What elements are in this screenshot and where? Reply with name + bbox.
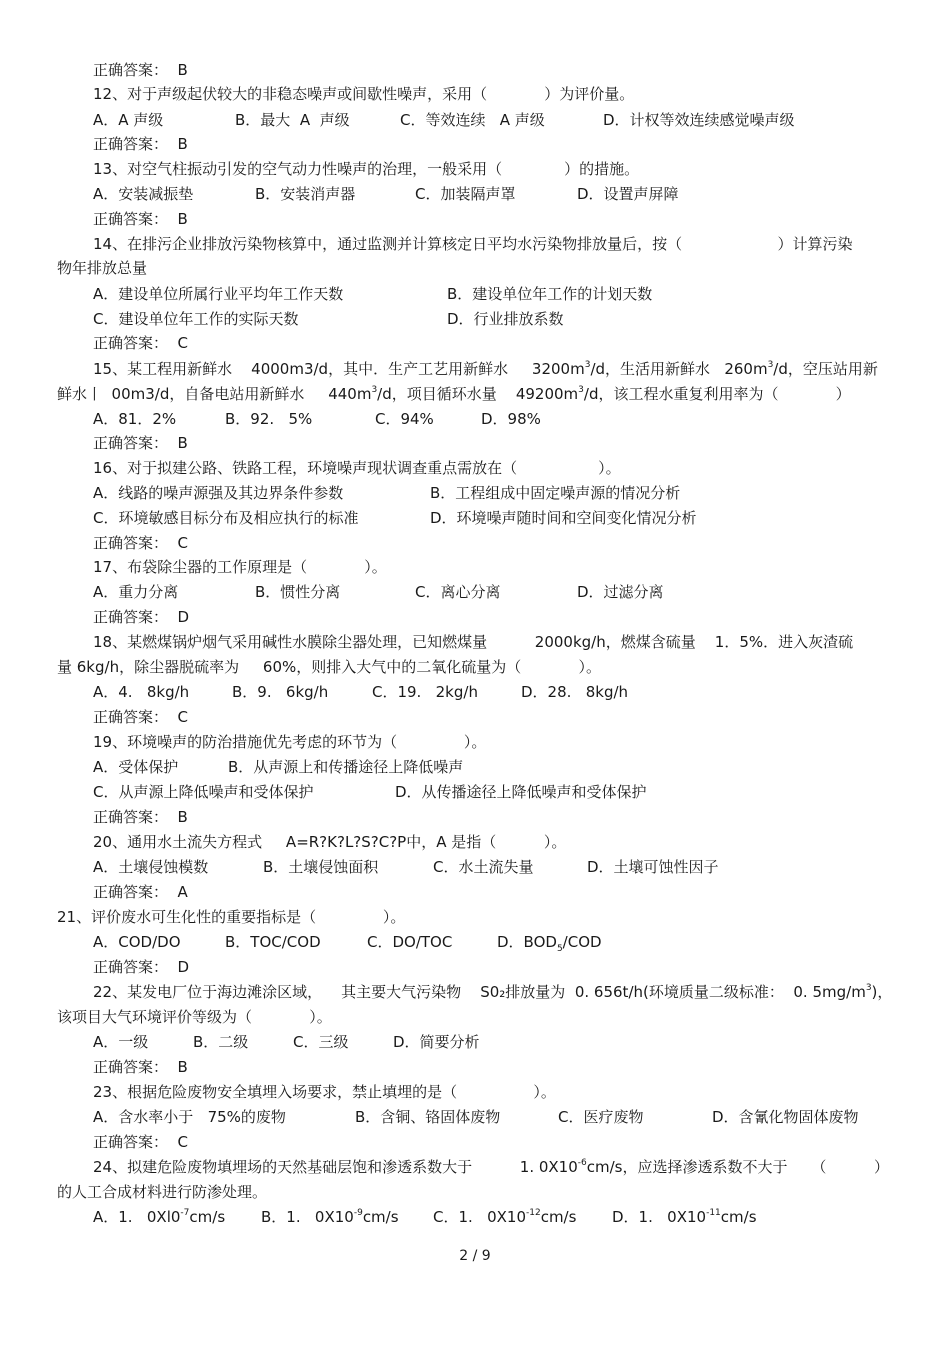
text-segment: 19、环境噪声的防治措施优先考虑的环节为（ ）。: [93, 733, 487, 751]
text-segment: 正确答案： B: [93, 61, 188, 79]
text-line: [0, 855, 950, 879]
text-segment: D．土壤可蚀性因子: [587, 858, 719, 876]
text-line: [0, 456, 950, 480]
text-segment: C．等效连续 A 声级: [400, 111, 545, 129]
text-line: [0, 407, 950, 431]
text-line: [0, 256, 950, 280]
text-segment: D．从传播途径上降低噪声和受体保护: [395, 783, 647, 801]
text-line: [0, 980, 950, 1004]
text-line: [0, 905, 950, 929]
text-segment: 22、某发电厂位于海边滩涂区域， 其主要大气污染物 S0₂排放量为 0. 656t/h(环境质量二级标准： 0. $5mg/m^3$)，: [93, 983, 893, 1001]
text-segment: B．TOC/COD: [225, 933, 321, 951]
text-segment: C．DO/TOC: [367, 933, 453, 951]
text-line: [0, 930, 950, 954]
text-line: [0, 82, 950, 106]
text-segment: C．1. $0X10^{-12}cm/s$: [433, 1208, 577, 1226]
text-line: [0, 680, 950, 704]
text-segment: 24、拟建危险废物填埋场的天然基础层饱和渗透系数大于 1. $0X10^{-6}cm/s$，应选择渗透系数不大于 （ ）: [93, 1158, 889, 1176]
text-segment: 正确答案： D: [93, 958, 190, 976]
text-line: [0, 580, 950, 604]
text-segment: D．含氰化物固体废物: [712, 1108, 859, 1126]
text-line: [0, 157, 950, 181]
text-segment: C．环境敏感目标分布及相应执行的标准: [93, 509, 359, 527]
text-line: [0, 655, 950, 679]
text-line: [0, 705, 950, 729]
text-line: [0, 357, 950, 381]
text-segment: C．建设单位年工作的实际天数: [93, 310, 299, 328]
text-segment: A．COD/DO: [93, 933, 181, 951]
text-segment: 23、根据危险废物安全填埋入场要求，禁止填埋的是（ ）。: [93, 1083, 556, 1101]
text-segment: C．94%: [375, 410, 434, 428]
text-segment: B．最大 A 声级: [235, 111, 350, 129]
text-segment: 量 6kg/h，除尘器脱硫率为 60%，则排入大气中的二氧化硫量为（ ）。: [57, 658, 601, 676]
text-line: [0, 955, 950, 979]
text-segment: 正确答案： C: [93, 708, 189, 726]
text-segment: B．建设单位年工作的计划天数: [447, 285, 653, 303]
text-segment: D．环境噪声随时间和空间变化情况分析: [430, 509, 697, 527]
text-segment: A．含水率小于 75%的废物: [93, 1108, 286, 1126]
text-segment: C．离心分离: [415, 583, 501, 601]
text-segment: D．$BOD_5$/COD: [497, 933, 602, 954]
text-segment: A．重力分离: [93, 583, 179, 601]
text-segment: 正确答案： B: [93, 434, 188, 452]
text-line: [0, 805, 950, 829]
text-line: [0, 880, 950, 904]
text-segment: 14、在排污企业排放污染物核算中，通过监测并计算核定日平均水污染物排放量后，按（ ）计算污染: [93, 235, 853, 253]
text-line: [0, 481, 950, 505]
text-segment: 正确答案： B: [93, 1058, 188, 1076]
text-segment: D．28. 8kg/h: [521, 683, 629, 701]
page-number: 2 / 9: [459, 1248, 491, 1264]
text-segment: 的人工合成材料进行防渗处理。: [57, 1183, 268, 1201]
text-segment: 12、对于声级起伏较大的非稳态噪声或间歇性噪声，采用（ ）为评价量。: [93, 85, 635, 103]
text-segment: A．81．2%: [93, 410, 177, 428]
text-line: [0, 1005, 950, 1029]
text-segment: C．医疗废物: [558, 1108, 644, 1126]
text-segment: A．1. $0Xl0^{-7}cm/s$: [93, 1208, 226, 1226]
text-segment: 18、某燃煤锅炉烟气采用碱性水膜除尘器处理，已知燃煤量 2000kg/h，燃煤含硫量 1．5%．进入灰渣硫: [93, 633, 854, 651]
text-line: [0, 1055, 950, 1079]
text-segment: 正确答案： C: [93, 334, 189, 352]
text-segment: 正确答案： C: [93, 1133, 189, 1151]
text-line: [0, 307, 950, 331]
text-line: [0, 555, 950, 579]
text-segment: B．惯性分离: [255, 583, 341, 601]
text-line: [0, 382, 950, 406]
text-segment: 该项目大气环境评价等级为（ ）。: [57, 1008, 332, 1026]
text-segment: C．水土流失量: [433, 858, 534, 876]
text-segment: A．一级: [93, 1033, 149, 1051]
text-segment: 13、对空气柱振动引发的空气动力性噪声的治理，一般采用（ ）的措施。: [93, 160, 640, 178]
text-segment: C．加装隔声罩: [415, 185, 516, 203]
text-line: [0, 132, 950, 156]
text-line: [0, 182, 950, 206]
text-line: [0, 1030, 950, 1054]
text-segment: B．含铜、铬固体废物: [355, 1108, 501, 1126]
text-line: [0, 755, 950, 779]
text-segment: 21、评价废水可生化性的重要指标是（ ）。: [57, 908, 406, 926]
text-segment: D．计权等效连续感觉噪声级: [603, 111, 795, 129]
text-segment: 15、某工程用新鲜水 4000m3/d，其中．生产工艺用新鲜水 $3200m^3/d$，生活用新鲜水 $260m^3/d$，空压站用新: [93, 360, 878, 378]
text-segment: 正确答案： C: [93, 534, 189, 552]
text-segment: D．1. $0X10^{-11}cm/s$: [612, 1208, 757, 1226]
text-line: [0, 605, 950, 629]
text-segment: A．安装减振垫: [93, 185, 194, 203]
text-line: [0, 730, 950, 754]
text-segment: 正确答案： B: [93, 135, 188, 153]
text-segment: 正确答案： D: [93, 608, 190, 626]
text-line: [0, 1080, 950, 1104]
text-segment: A．土壤侵蚀模数: [93, 858, 209, 876]
text-segment: B．从声源上和传播途径上降低噪声: [228, 758, 464, 776]
text-segment: A．建设单位所属行业平均年工作天数: [93, 285, 344, 303]
text-segment: 20、通用水土流失方程式 A=R?K?L?S?C?P中，A 是指（ ）。: [93, 833, 567, 851]
text-segment: A．受体保护: [93, 758, 179, 776]
text-segment: 物年排放总量: [57, 259, 148, 277]
text-segment: B．安装消声器: [255, 185, 356, 203]
text-line: [0, 1180, 950, 1204]
text-line: [0, 207, 950, 231]
text-segment: 17、布袋除尘器的工作原理是（ ）。: [93, 558, 387, 576]
text-segment: 正确答案： B: [93, 808, 188, 826]
text-line: [0, 232, 950, 256]
text-segment: B．9. 6kg/h: [232, 683, 329, 701]
text-line: [0, 1205, 950, 1229]
text-line: [0, 1155, 950, 1179]
text-segment: 正确答案： B: [93, 210, 188, 228]
text-line: [0, 506, 950, 530]
text-line: [0, 1130, 950, 1154]
text-segment: 正确答案： A: [93, 883, 188, 901]
text-segment: D．98%: [481, 410, 541, 428]
text-segment: C．三级: [293, 1033, 349, 1051]
text-segment: B．工程组成中固定噪声源的情况分析: [430, 484, 681, 502]
text-segment: C．19. 2kg/h: [372, 683, 478, 701]
text-segment: A．A 声级: [93, 111, 164, 129]
text-segment: 鲜水丨 00m3/d，自备电站用新鲜水 $440m^3/d$，项目循环水量 $49200m^3/d$，该工程水重复利用率为（ ）: [57, 385, 851, 403]
text-segment: D．设置声屏障: [577, 185, 679, 203]
text-line: [0, 830, 950, 854]
text-line: [0, 531, 950, 555]
text-line: [0, 431, 950, 455]
text-segment: A．4. 8kg/h: [93, 683, 190, 701]
text-segment: B．二级: [193, 1033, 249, 1051]
text-segment: C．从声源上降低噪声和受体保护: [93, 783, 314, 801]
text-line: [0, 331, 950, 355]
text-segment: A．线路的噪声源强及其边界条件参数: [93, 484, 344, 502]
text-line: [0, 1105, 950, 1129]
text-segment: D．简要分析: [393, 1033, 480, 1051]
text-line: [0, 58, 950, 82]
text-segment: D．过滤分离: [577, 583, 664, 601]
text-line: [0, 780, 950, 804]
text-line: [0, 108, 950, 132]
text-segment: B．1. $0X10^{-9}cm/s$: [261, 1208, 399, 1226]
text-segment: B．土壤侵蚀面积: [263, 858, 379, 876]
text-line: [0, 630, 950, 654]
text-segment: D．行业排放系数: [447, 310, 564, 328]
text-line: [0, 282, 950, 306]
text-segment: B．92. 5%: [225, 410, 313, 428]
text-segment: 16、对于拟建公路、铁路工程，环境噪声现状调查重点需放在（ ）。: [93, 459, 621, 477]
